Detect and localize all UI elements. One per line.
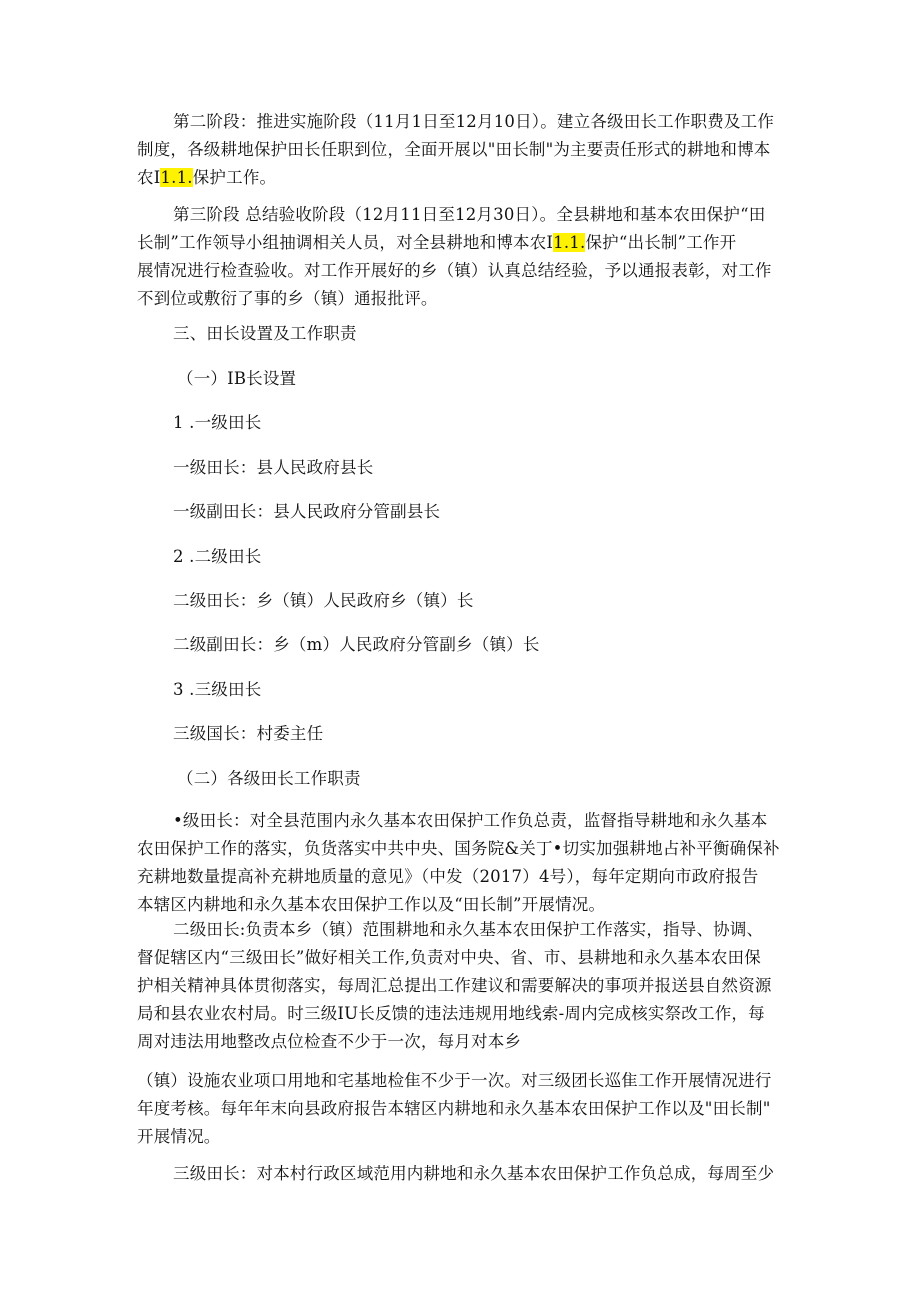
phase3-line-2-post: 保护“出长制”工作开	[585, 233, 737, 252]
duty1-paragraph	[137, 807, 787, 919]
duty2-line-4: 局和县农业农村局。时三级IU长反馈的违法违规用地线索-周内完成核实祭改工作，每	[137, 1004, 765, 1023]
phase2-line-2: 制度，各级耕地保护田长任职到位，全面开展以"田长制"为主要责任形式的耕地和博本	[137, 140, 771, 159]
item1-heading: 1 .一级田长	[173, 413, 262, 432]
item2-line-2: 二级副田长：乡（m）人民政府分管副乡（镇）长	[173, 635, 540, 654]
duty1-line-3: 充耕地数量提高补充耕地质量的意见》（中发（2017）4号），每年定期向市政府报告	[137, 867, 759, 886]
duty3-paragraph	[137, 1160, 787, 1188]
duty1-line-2: 农田保护工作的落实，负货落实中共中央、国务院&关丁•切实加强耕地占补平衡确保补	[137, 839, 780, 858]
phase3-highlight: 1.1.	[553, 233, 586, 252]
phase2-line-3-post: 保护工作。	[192, 168, 277, 187]
phase3-line-1: 第三阶段 总结验收阶段（12月11日至12月30日）。全县耕地和基本农田保护“田	[173, 205, 766, 224]
phase3-line-2-pre: 长制”工作领导小组抽调相关人员，对全县耕地和博本农I	[137, 233, 554, 252]
duty2-line-1: 二级田长:负责本乡（镇）范围耕地和永久基本农田保护工作落实，指导、协调、	[173, 920, 764, 939]
duty1-line-1: •级田长：对全县范围内永久基本农田保护工作负总责，监督指导耕地和永久基本	[173, 811, 768, 830]
duty2-continued-paragraph	[137, 1067, 787, 1151]
section3-heading: 三、田长设置及工作职责	[173, 324, 357, 343]
item2-heading: 2 .二级田长	[173, 547, 262, 566]
duty3-line-1: 三级田长：对本村行政区域范用内耕地和永久基本农田保护工作负总成，每周至少	[173, 1164, 775, 1183]
item1-line-1: 一级田长：县人民政府县长	[173, 458, 374, 477]
item2-line-1: 二级田长：乡（镇）人民政府乡（镇）长	[173, 591, 474, 610]
duty2-cont-line-3: 开展情况。	[137, 1127, 221, 1146]
phase2-highlight: 1.1.	[160, 168, 193, 187]
phase2-line-1: 第二阶段：推进实施阶段（11月1日至12月10日）。建立各级田长工作职费及工作	[173, 112, 775, 131]
item3-line-1: 三级国长：村委主任	[173, 724, 324, 743]
phase3-line-3: 展情况进行检查验收。对工作开展好的乡（镇）认真总结经验，予以通报表彰，对工作	[137, 261, 772, 280]
item3-heading: 3 .三级田长	[173, 680, 262, 699]
duty2-line-3: 护相关精神具体贯彻落实，每周汇总提出工作建议和需要解决的事项并报送县自然资源	[137, 976, 772, 995]
phase2-line-3-pre: 农I	[137, 168, 161, 187]
duty2-paragraph	[137, 916, 787, 1056]
phase3-line-2	[137, 229, 787, 257]
sub1-heading: （一）IB长设置	[177, 369, 297, 388]
phase3-paragraph	[137, 201, 787, 313]
sub2-heading: （二）各级田长工作职责	[177, 769, 361, 788]
duty2-line-5: 周对违法用地整改点位检查不少于一次，每月对本乡	[137, 1032, 522, 1051]
duty2-cont-line-2: 年度考核。每年年末向县政府报告本辖区内耕地和永久基本农田保护工作以及"田长制"	[137, 1099, 771, 1118]
phase2-line-3	[137, 164, 787, 192]
duty1-line-4: 本辖区内耕地和永久基本农田保护工作以及“田长制”开展情况。	[137, 895, 606, 914]
duty2-cont-line-1: （镇）设施农业项口用地和宅基地检隹不少于一次。对三级团长巡隹工作开展情况进行	[137, 1071, 772, 1090]
phase3-line-4: 不到位或敷衍了事的乡（镇）通报批评。	[137, 289, 438, 308]
phase2-paragraph	[137, 108, 787, 192]
item1-line-2: 一级副田长：县人民政府分管副县长	[173, 502, 441, 521]
duty2-line-2: 督促辖区内“三级田长”做好相关工作,负责对中央、省、市、县耕地和永久基本农田保	[137, 948, 761, 967]
